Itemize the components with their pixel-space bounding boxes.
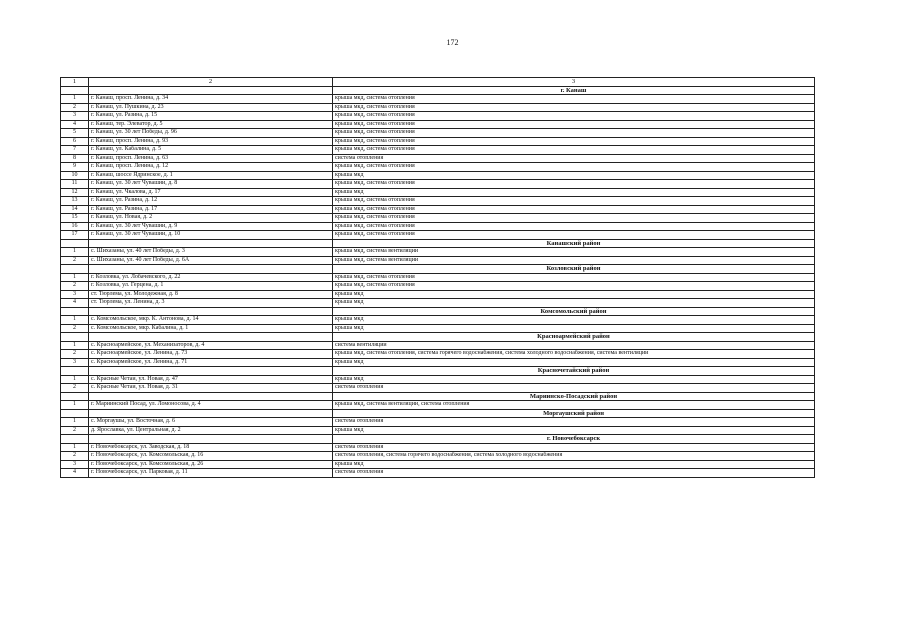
row-work-types: система отопления xyxy=(333,418,815,427)
table-row xyxy=(61,299,815,308)
section-empty-cell xyxy=(89,435,333,444)
row-address: с. Красноармейское, ул. Ленина, д. 71 xyxy=(89,358,333,367)
row-address: с. Красноармейское, ул. Механизаторов, д. 4 xyxy=(89,341,333,350)
table-row xyxy=(61,129,815,138)
row-work-types: крыша мкд, система вентиляции xyxy=(333,248,815,257)
row-address: с. Шихазаны, ул. 40 лет Победы, д. 6А xyxy=(89,256,333,265)
table-row xyxy=(61,222,815,231)
section-header-row xyxy=(61,86,815,95)
repair-table xyxy=(60,77,815,478)
table-row xyxy=(61,460,815,469)
row-number: 3 xyxy=(61,290,89,299)
row-number: 8 xyxy=(61,154,89,163)
section-header-row xyxy=(61,239,815,248)
section-empty-cell xyxy=(61,307,89,316)
row-number: 2 xyxy=(61,324,89,333)
row-address: г. Канаш, просп. Ленина, д. 93 xyxy=(89,137,333,146)
section-title: Красноармейский район xyxy=(333,333,815,342)
row-work-types: крыша мкд xyxy=(333,375,815,384)
row-address: д. Ярославка, ул. Центральная, д. 2 xyxy=(89,426,333,435)
row-address: г. Канаш, ул. 30 лет Чувашии, д. 8 xyxy=(89,180,333,189)
row-work-types: крыша мкд xyxy=(333,299,815,308)
row-work-types: крыша мкд xyxy=(333,290,815,299)
section-title: Мариинско-Посадский район xyxy=(333,392,815,401)
row-number: 7 xyxy=(61,146,89,155)
table-header-row xyxy=(61,78,815,87)
row-address: г. Канаш, ул. 30 лет Чувашии, д. 10 xyxy=(89,231,333,240)
row-number: 1 xyxy=(61,418,89,427)
table-row xyxy=(61,180,815,189)
section-empty-cell xyxy=(61,265,89,274)
table-row xyxy=(61,205,815,214)
table-row xyxy=(61,103,815,112)
row-work-types: крыша мкд xyxy=(333,324,815,333)
table-row xyxy=(61,282,815,291)
table-row xyxy=(61,112,815,121)
row-number: 2 xyxy=(61,256,89,265)
row-work-types: система вентиляции xyxy=(333,341,815,350)
row-work-types: крыша мкд, система отопления xyxy=(333,180,815,189)
row-work-types: крыша мкд, система отопления xyxy=(333,282,815,291)
row-address: ст. Тюрлема, ул. Ленина, д. 3 xyxy=(89,299,333,308)
row-number: 2 xyxy=(61,384,89,393)
section-header-row xyxy=(61,265,815,274)
row-address: г. Канаш, просп. Ленина, д. 12 xyxy=(89,163,333,172)
table-row xyxy=(61,443,815,452)
row-number: 16 xyxy=(61,222,89,231)
row-number: 1 xyxy=(61,341,89,350)
table-row xyxy=(61,358,815,367)
section-empty-cell xyxy=(61,239,89,248)
table-row xyxy=(61,197,815,206)
row-address: г. Канаш, ул. Разина, д. 15 xyxy=(89,112,333,121)
row-work-types: крыша мкд, система отопления xyxy=(333,137,815,146)
row-work-types: крыша мкд, система отопления xyxy=(333,112,815,121)
row-work-types: крыша мкд xyxy=(333,358,815,367)
row-work-types: система отопления xyxy=(333,154,815,163)
table-row xyxy=(61,146,815,155)
row-work-types: крыша мкд, система отопления xyxy=(333,222,815,231)
row-work-types: система отопления, система горячего водоснабжения, система холодного водоснабжения xyxy=(333,452,815,461)
row-address: ст. Тюрлема, ул. Молодежная, д. 8 xyxy=(89,290,333,299)
row-address: г. Новочебоксарск, ул. Комсомольская, д. 16 xyxy=(89,452,333,461)
row-address: г. Мариинский Посад, ул. Ломоносова, д. 4 xyxy=(89,401,333,410)
section-title: г. Канаш xyxy=(333,86,815,95)
row-number: 15 xyxy=(61,214,89,223)
row-work-types: крыша мкд, система отопления xyxy=(333,231,815,240)
row-number: 4 xyxy=(61,120,89,129)
section-empty-cell xyxy=(89,265,333,274)
table-row xyxy=(61,256,815,265)
row-number: 10 xyxy=(61,171,89,180)
row-address: г. Козловка, ул. Лобачевского, д. 22 xyxy=(89,273,333,282)
row-address: с. Комсомольское, мкр. Кабалина, д. 1 xyxy=(89,324,333,333)
table-row xyxy=(61,401,815,410)
section-header-row xyxy=(61,435,815,444)
row-number: 1 xyxy=(61,401,89,410)
table-row xyxy=(61,426,815,435)
row-address: г. Канаш, ул. 30 лет Чувашии, д. 9 xyxy=(89,222,333,231)
table-row xyxy=(61,171,815,180)
row-work-types: крыша мкд, система отопления xyxy=(333,120,815,129)
row-number: 5 xyxy=(61,129,89,138)
row-number: 14 xyxy=(61,205,89,214)
row-address: г. Канаш, ул. Кабалина, д. 5 xyxy=(89,146,333,155)
row-work-types: крыша мкд xyxy=(333,460,815,469)
page-number: 172 xyxy=(446,38,459,47)
row-number: 11 xyxy=(61,180,89,189)
row-number: 2 xyxy=(61,350,89,359)
row-work-types: система отопления xyxy=(333,384,815,393)
column-header-2: 2 xyxy=(89,78,333,87)
table-row xyxy=(61,375,815,384)
section-empty-cell xyxy=(89,333,333,342)
section-header-row xyxy=(61,409,815,418)
row-number: 12 xyxy=(61,188,89,197)
table-body xyxy=(61,78,815,478)
row-number: 4 xyxy=(61,299,89,308)
row-number: 2 xyxy=(61,452,89,461)
row-address: с. Шихазаны, ул. 40 лет Победы, д. 3 xyxy=(89,248,333,257)
row-work-types: крыша мкд, система отопления xyxy=(333,205,815,214)
row-work-types: крыша мкд, система отопления xyxy=(333,146,815,155)
row-address: г. Новочебоксарск, ул. Заводская, д. 18 xyxy=(89,443,333,452)
row-work-types: крыша мкд, система отопления xyxy=(333,273,815,282)
row-address: г. Новочебоксарск, ул. Комсомольская, д. 26 xyxy=(89,460,333,469)
row-address: с. Моргаушы, ул. Восточная, д. 6 xyxy=(89,418,333,427)
table-row xyxy=(61,95,815,104)
column-header-3: 3 xyxy=(333,78,815,87)
section-empty-cell xyxy=(61,367,89,376)
section-title: Красночетайский район xyxy=(333,367,815,376)
section-header-row xyxy=(61,333,815,342)
table-row xyxy=(61,214,815,223)
row-number: 1 xyxy=(61,95,89,104)
row-number: 2 xyxy=(61,103,89,112)
table-row xyxy=(61,231,815,240)
row-work-types: крыша мкд, система отопления, система горячего водоснабжения, система холодного водоснабжения, система вентиляции xyxy=(333,350,815,359)
row-work-types: крыша мкд xyxy=(333,316,815,325)
section-title: Канашский район xyxy=(333,239,815,248)
section-empty-cell xyxy=(89,367,333,376)
row-work-types: крыша мкд, система отопления xyxy=(333,103,815,112)
row-number: 1 xyxy=(61,375,89,384)
section-empty-cell xyxy=(89,392,333,401)
row-address: с. Красные Четаи, ул. Новая, д. 47 xyxy=(89,375,333,384)
table-row xyxy=(61,418,815,427)
row-number: 4 xyxy=(61,469,89,478)
section-empty-cell xyxy=(89,307,333,316)
row-work-types: крыша мкд, система отопления xyxy=(333,197,815,206)
table-row xyxy=(61,290,815,299)
row-work-types: крыша мкд, система отопления xyxy=(333,214,815,223)
table-row xyxy=(61,469,815,478)
row-work-types: крыша мкд, система вентиляции xyxy=(333,256,815,265)
table-row xyxy=(61,188,815,197)
row-work-types: крыша мкд xyxy=(333,171,815,180)
row-work-types: крыша мкд xyxy=(333,188,815,197)
row-work-types: крыша мкд xyxy=(333,426,815,435)
table-row xyxy=(61,452,815,461)
section-empty-cell xyxy=(89,86,333,95)
section-header-row xyxy=(61,307,815,316)
row-work-types: крыша мкд, система отопления xyxy=(333,129,815,138)
row-address: г. Канаш, просп. Ленина, д. 63 xyxy=(89,154,333,163)
column-header-1: 1 xyxy=(61,78,89,87)
section-header-row xyxy=(61,367,815,376)
table-row xyxy=(61,137,815,146)
row-address: г. Канаш, просп. Ленина, д. 34 xyxy=(89,95,333,104)
section-empty-cell xyxy=(61,435,89,444)
table-row xyxy=(61,341,815,350)
row-number: 2 xyxy=(61,282,89,291)
row-number: 1 xyxy=(61,248,89,257)
row-address: г. Канаш, ул. 30 лет Победы, д. 96 xyxy=(89,129,333,138)
row-number: 6 xyxy=(61,137,89,146)
row-number: 3 xyxy=(61,358,89,367)
table-row xyxy=(61,384,815,393)
table-row xyxy=(61,248,815,257)
table-row xyxy=(61,154,815,163)
table-row xyxy=(61,324,815,333)
row-number: 13 xyxy=(61,197,89,206)
section-empty-cell xyxy=(61,409,89,418)
row-number: 1 xyxy=(61,273,89,282)
section-empty-cell xyxy=(61,86,89,95)
section-empty-cell xyxy=(89,409,333,418)
row-number: 9 xyxy=(61,163,89,172)
row-address: с. Комсомольское, мкр. К. Антонова, д. 14 xyxy=(89,316,333,325)
row-number: 1 xyxy=(61,443,89,452)
section-title: Комсомольский район xyxy=(333,307,815,316)
row-address: г. Канаш, ул. Пушкина, д. 23 xyxy=(89,103,333,112)
row-number: 3 xyxy=(61,112,89,121)
table-row xyxy=(61,350,815,359)
section-empty-cell xyxy=(61,333,89,342)
row-address: с. Красные Четаи, ул. Новая, д. 31 xyxy=(89,384,333,393)
row-address: г. Козловка, ул. Герцена, д. 1 xyxy=(89,282,333,291)
row-address: г. Канаш, ул. Чкалова, д. 17 xyxy=(89,188,333,197)
table-row xyxy=(61,316,815,325)
table-row xyxy=(61,120,815,129)
row-address: г. Канаш, тер. Элеватор, д. 5 xyxy=(89,120,333,129)
row-number: 2 xyxy=(61,426,89,435)
section-title: Козловский район xyxy=(333,265,815,274)
section-title: Моргаушский район xyxy=(333,409,815,418)
row-address: г. Канаш, шоссе Ядринское, д. 1 xyxy=(89,171,333,180)
row-work-types: система отопления xyxy=(333,469,815,478)
section-title: г. Новочебоксарск xyxy=(333,435,815,444)
row-address: с. Красноармейское, ул. Ленина, д. 73 xyxy=(89,350,333,359)
row-address: г. Канаш, ул. Разина, д. 17 xyxy=(89,205,333,214)
section-empty-cell xyxy=(61,392,89,401)
section-header-row xyxy=(61,392,815,401)
row-work-types: крыша мкд, система отопления xyxy=(333,95,815,104)
row-number: 1 xyxy=(61,316,89,325)
table-row xyxy=(61,163,815,172)
section-empty-cell xyxy=(89,239,333,248)
row-address: г. Новочебоксарск, ул. Парковая, д. 11 xyxy=(89,469,333,478)
row-number: 17 xyxy=(61,231,89,240)
table-row xyxy=(61,273,815,282)
row-work-types: система отопления xyxy=(333,443,815,452)
row-address: г. Канаш, ул. Разина, д. 12 xyxy=(89,197,333,206)
row-number: 3 xyxy=(61,460,89,469)
row-address: г. Канаш, ул. Новая, д. 2 xyxy=(89,214,333,223)
row-work-types: крыша мкд, система вентиляции, система отопления xyxy=(333,401,815,410)
row-work-types: крыша мкд, система отопления xyxy=(333,163,815,172)
